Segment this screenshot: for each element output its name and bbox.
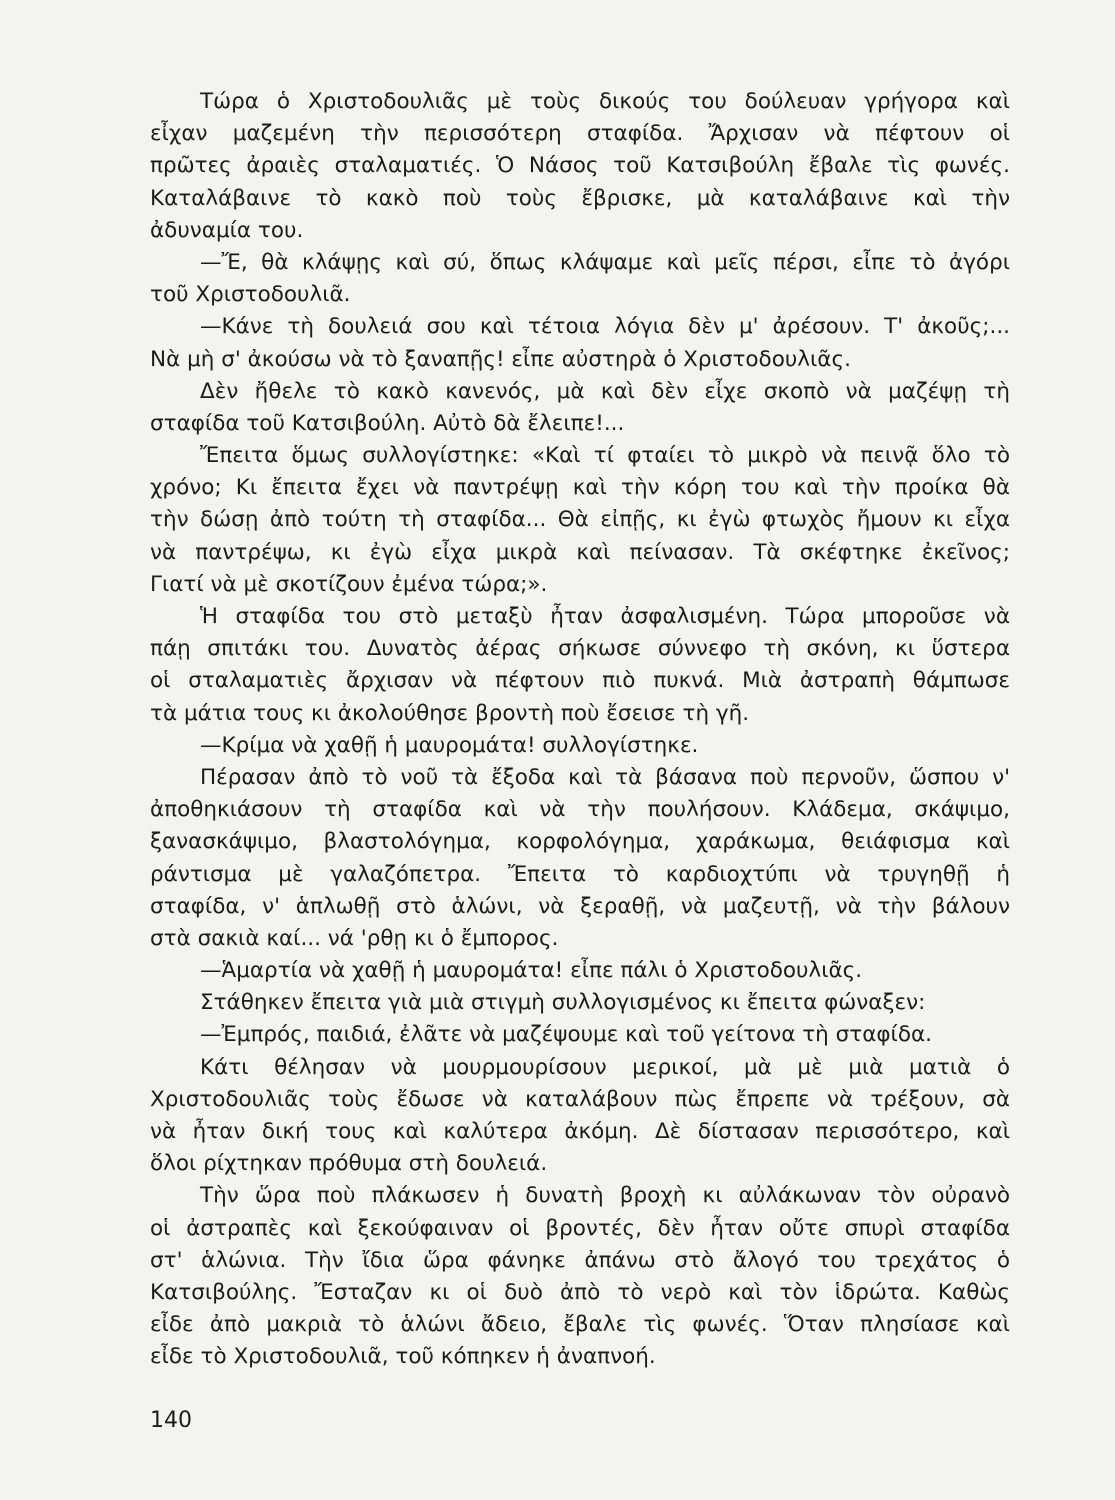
text-line: ὅλοι ρίχτηκαν πρόθυμα στὴ δουλειά. bbox=[150, 1151, 548, 1177]
text-line: σταφίδα τοῦ Κατσιβούλη. Αὐτὸ δὰ ἔλειπε!... bbox=[150, 410, 625, 436]
text-line: Νὰ μὴ σ' ἀκούσω νὰ τὸ ξαναπῇς! εἶπε αὐστηρὰ ὁ Χριστοδουλιᾶς. bbox=[150, 346, 851, 372]
text-line: ἀποθηκιάσουν τὴ σταφίδα καὶ νὰ τὴν πουλήσουν. Κλάδεμα, σκάψιμο, bbox=[150, 797, 1010, 823]
text-line: ἀδυναμία του. bbox=[150, 217, 304, 243]
text-line: Δὲν ἤθελε τὸ κακὸ κανενός, μὰ καὶ δὲν εἶχε σκοπὸ νὰ μαζέψῃ τὴ bbox=[200, 378, 1010, 404]
text-line: νὰ παντρέψω, κι ἐγὼ εἶχα μικρὰ καὶ πείνασαν. Τὰ σκέφτηκε ἐκεῖνος; bbox=[150, 539, 1010, 565]
text-line: οἱ ἀστραπὲς καὶ ξεκούφαιναν οἱ βροντές, δὲν ἦταν οὔτε σπυρὶ σταφίδα bbox=[150, 1215, 1010, 1241]
text-line: τοῦ Χριστοδουλιᾶ. bbox=[150, 282, 351, 308]
text-line: —Ἔ, θὰ κλάψῃς καὶ σύ, ὅπως κλάψαμε καὶ μεῖς πέρσι, εἶπε τὸ ἀγόρι bbox=[200, 249, 1010, 275]
text-line: Στάθηκεν ἔπειτα γιὰ μιὰ στιγμὴ συλλογισμένος κι ἔπειτα φώναξεν: bbox=[200, 990, 926, 1016]
text-line: Καταλάβαινε τὸ κακὸ ποὺ τοὺς ἔβρισκε, μὰ καταλάβαινε καὶ τὴν bbox=[150, 185, 1010, 211]
text-line: τὰ μάτια τους κι ἀκολούθησε βροντὴ ποὺ ἔσεισε τὴ γῆ. bbox=[150, 700, 750, 726]
text-line: στὰ σακιὰ καί... νά 'ρθῃ κι ὁ ἔμπορος. bbox=[150, 925, 559, 951]
text-line: Χριστοδουλιᾶς τοὺς ἔδωσε νὰ καταλάβουν πὼς ἔπρεπε νὰ τρέξουν, σὰ bbox=[150, 1086, 1010, 1112]
page-number: 140 bbox=[150, 1408, 192, 1433]
text-line: Κάτι θέλησαν νὰ μουρμουρίσουν μερικοί, μὰ μὲ μιὰ ματιὰ ὁ bbox=[200, 1054, 1010, 1080]
text-line: εἶδε τὸ Χριστοδουλιᾶ, τοῦ κόπηκεν ἡ ἀναπνοή. bbox=[150, 1344, 656, 1370]
text-line: εἶδε ἀπὸ μακριὰ τὸ ἁλώνι ἄδειο, ἔβαλε τὶς φωνές. Ὅταν πλησίασε καὶ bbox=[150, 1312, 1010, 1338]
text-line: στ' ἁλώνια. Τὴν ἴδια ὥρα φάνηκε ἀπάνω στὸ ἄλογό του τρεχάτος ὁ bbox=[150, 1247, 1010, 1273]
text-line: πάῃ σπιτάκι του. Δυνατὸς ἀέρας σήκωσε σύννεφο τὴ σκόνη, κι ὕστερα bbox=[150, 636, 1010, 662]
text-line: —Κάνε τὴ δουλειά σου καὶ τέτοια λόγια δὲν μ' ἀρέσουν. Τ' ἀκοῦς;... bbox=[200, 314, 1010, 340]
text-line: εἶχαν μαζεμένη τὴν περισσότερη σταφίδα. Ἄρχισαν νὰ πέφτουν οἱ bbox=[150, 121, 1010, 147]
text-line: —Κρίμα νὰ χαθῇ ἡ μαυρομάτα! συλλογίστηκε. bbox=[200, 732, 699, 758]
text-line: Κατσιβούλης. Ἔσταζαν κι οἱ δυὸ ἀπὸ τὸ νερὸ καὶ τὸν ἱδρώτα. Καθὼς bbox=[150, 1279, 1010, 1305]
text-line: Τὴν ὥρα ποὺ πλάκωσεν ἡ δυνατὴ βροχὴ κι αὐλάκωναν τὸν οὐρανὸ bbox=[200, 1183, 1010, 1209]
text-line: ξανασκάψιμο, βλαστολόγημα, κορφολόγημα, χαράκωμα, θειάφισμα καὶ bbox=[150, 829, 1010, 855]
page-body-text bbox=[150, 86, 1010, 1374]
text-line: πρῶτες ἀραιὲς σταλαματιές. Ὁ Νάσος τοῦ Κατσιβούλη ἔβαλε τὶς φωνές. bbox=[150, 153, 1010, 179]
text-line: —Ἁμαρτία νὰ χαθῇ ἡ μαυρομάτα! εἶπε πάλι ὁ Χριστοδουλιᾶς. bbox=[200, 958, 863, 984]
text-line: Ἔπειτα ὅμως συλλογίστηκε: «Καὶ τί φταίει τὸ μικρὸ νὰ πεινᾷ ὅλο τὸ bbox=[200, 443, 1010, 469]
text-line: σταφίδα, ν' ἁπλωθῇ στὸ ἁλώνι, νὰ ξεραθῇ, νὰ μαζευτῇ, νὰ τὴν βάλουν bbox=[150, 893, 1010, 919]
text-line: Γιατί νὰ μὲ σκοτίζουν ἐμένα τώρα;». bbox=[150, 571, 548, 597]
text-line: χρόνο; Κι ἔπειτα ἔχει νὰ παντρέψῃ καὶ τὴν κόρη του καὶ τὴν προίκα θὰ bbox=[150, 475, 1010, 501]
text-line: Τώρα ὁ Χριστοδουλιᾶς μὲ τοὺς δικούς του δούλευαν γρήγορα καὶ bbox=[200, 89, 1010, 114]
text-line: Ἡ σταφίδα του στὸ μεταξὺ ἦταν ἀσφαλισμένη. Τώρα μποροῦσε νὰ bbox=[200, 604, 1010, 629]
text-line: ράντισμα μὲ γαλαζόπετρα. Ἔπειτα τὸ καρδιοχτύπι νὰ τρυγηθῇ ἡ bbox=[150, 861, 1010, 887]
text-line: —Ἐμπρός, παιδιά, ἐλᾶτε νὰ μαζέψουμε καὶ τοῦ γείτονα τὴ σταφίδα. bbox=[200, 1022, 932, 1048]
text-line: νὰ ἦταν δική τους καὶ καλύτερα ἀκόμη. Δὲ δίστασαν περισσότερο, καὶ bbox=[150, 1119, 1010, 1144]
text-line: Πέρασαν ἀπὸ τὸ νοῦ τὰ ἔξοδα καὶ τὰ βάσανα ποὺ περνοῦν, ὥσπου ν' bbox=[200, 764, 1010, 790]
text-line: τὴν δώσῃ ἀπὸ τούτη τὴ σταφίδα... Θὰ εἰπῇς, κι ἐγὼ φτωχὸς ἤμουν κι εἶχα bbox=[150, 507, 1010, 533]
text-line: οἱ σταλαματιὲς ἄρχισαν νὰ πέφτουν πιὸ πυκνά. Μιὰ ἀστραπὴ θάμπωσε bbox=[150, 668, 1010, 694]
